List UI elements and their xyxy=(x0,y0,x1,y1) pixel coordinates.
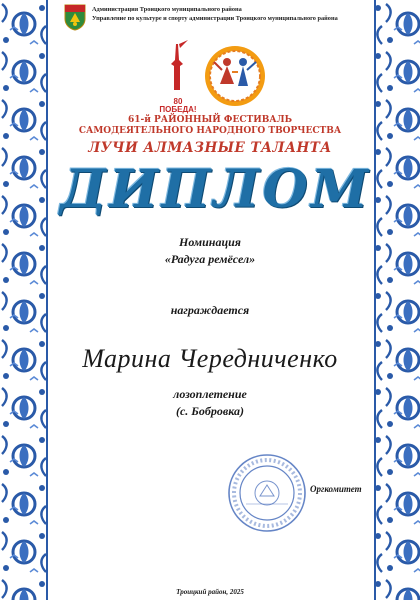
nomination-label: Номинация xyxy=(179,235,241,249)
diploma-title: ДИПЛОМ xyxy=(60,159,372,220)
header xyxy=(64,4,364,34)
footer-place-year: Троицкий район, 2025 xyxy=(176,588,244,596)
festival-line-1: 61-й РАЙОННЫЙ ФЕСТИВАЛЬ xyxy=(127,115,293,125)
organizing-committee-label: Оргкомитет xyxy=(310,484,362,494)
victory-badge: 80 ПОБЕДА! xyxy=(159,97,197,114)
festival-emblem xyxy=(150,40,280,112)
coat-of-arms-icon xyxy=(64,4,86,31)
festival-line-2: САМОДЕЯТЕЛЬНОГО НАРОДНОГО ТВОРЧЕСТВА xyxy=(78,126,342,136)
header-line-2: Управление по культуре и спорту администрации Троицкого муниципального района xyxy=(92,15,338,22)
activity-text: лозоплетение xyxy=(173,387,247,401)
recipient-name: Марина Чередниченко xyxy=(82,344,338,373)
nomination-value: «Радуга ремёсел» xyxy=(164,252,256,266)
festival-name: ЛУЧИ АЛМАЗНЫЕ ТАЛАНТА xyxy=(88,140,332,156)
village-text: (с. Бобровка) xyxy=(175,404,245,418)
header-line-1: Администрация Троицкого муниципального района xyxy=(92,6,242,13)
organization-stamp-icon xyxy=(226,452,308,534)
awarded-text: награждается xyxy=(170,303,250,317)
